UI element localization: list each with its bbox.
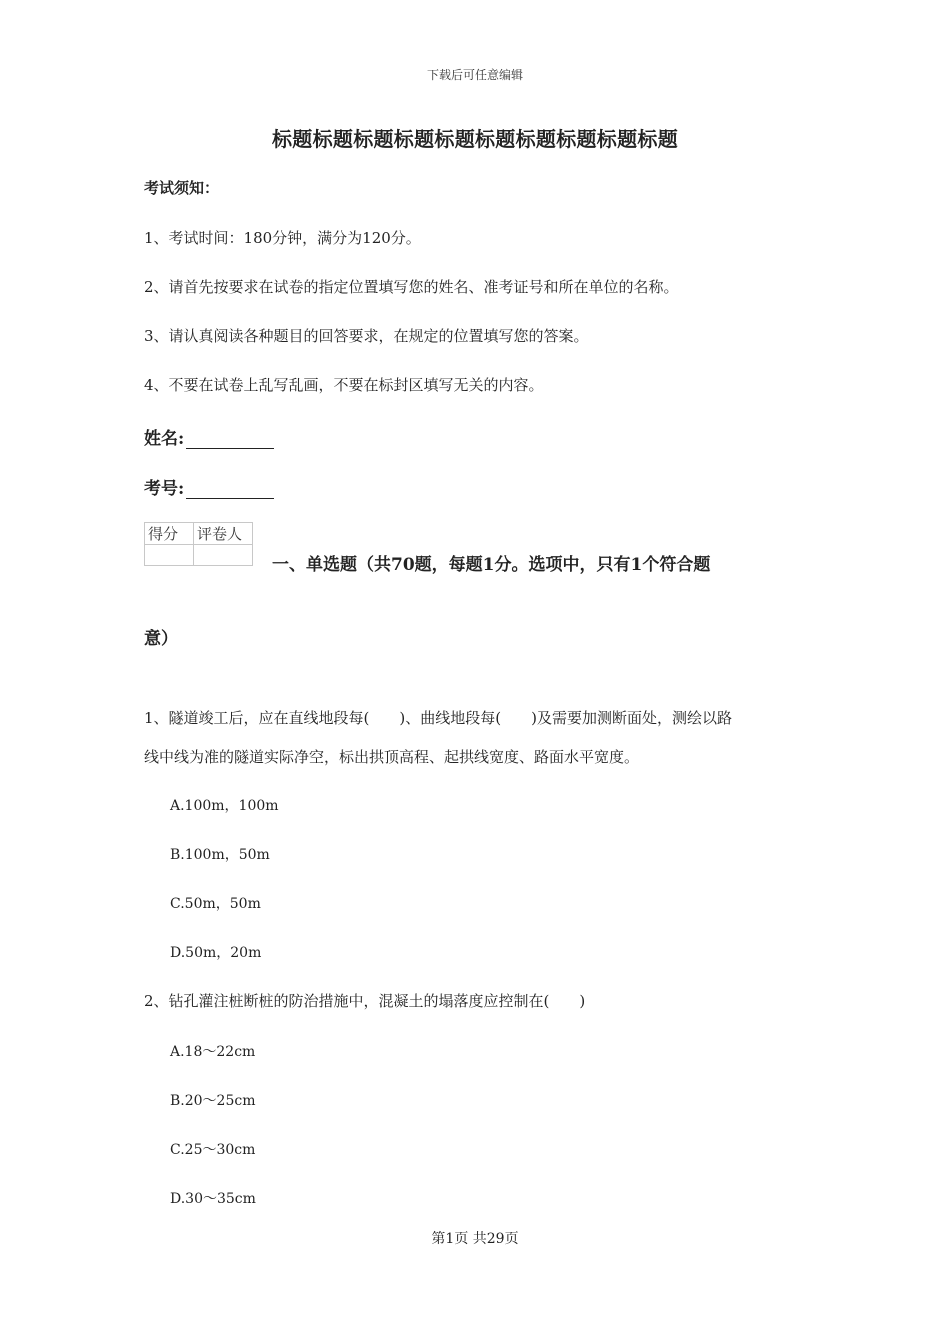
score-header: 得分 (145, 523, 194, 545)
name-blank (186, 430, 274, 449)
exam-id-blank (186, 480, 274, 499)
option-a: A.18～22cm (170, 1044, 256, 1060)
notice-item: 1、考试时间：180分钟，满分为120分。 (144, 229, 421, 247)
score-cell (145, 545, 194, 566)
option-d: D.50m，20m (170, 945, 262, 961)
option-b: B.100m，50m (170, 847, 270, 863)
option-b: B.20～25cm (170, 1093, 256, 1109)
document-title: 标题标题标题标题标题标题标题标题标题标题 (272, 127, 678, 151)
notice-item: 4、不要在试卷上乱写乱画，不要在标封区填写无关的内容。 (144, 376, 544, 394)
name-field (144, 424, 274, 449)
score-table (144, 522, 253, 566)
notice-heading: 考试须知： (144, 179, 220, 197)
option-c: C.50m，50m (170, 896, 261, 912)
notice-item: 3、请认真阅读各种题目的回答要求，在规定的位置填写您的答案。 (144, 327, 589, 345)
notice-item: 2、请首先按要求在试卷的指定位置填写您的姓名、准考证号和所在单位的名称。 (144, 278, 679, 296)
option-d: D.30～35cm (170, 1191, 256, 1207)
grader-cell (194, 545, 253, 566)
grader-header: 评卷人 (194, 523, 253, 545)
section-title: 一、单选题（共70题，每题1分。选项中，只有1个符合题 (272, 555, 711, 575)
header-note: 下载后可任意编辑 (426, 68, 523, 82)
page-footer: 第1页 共29页 (431, 1231, 519, 1247)
exam-id-field (144, 474, 274, 499)
question-text: 2、钻孔灌注桩断桩的防治措施中，混凝土的塌落度应控制在( ) (144, 992, 586, 1010)
option-c: C.25～30cm (170, 1142, 256, 1158)
exam-id-label: 考号: (144, 479, 185, 499)
question-text: 线中线为准的隧道实际净空，标出拱顶高程、起拱线宽度、路面水平宽度。 (144, 748, 640, 766)
question-text: 1、隧道竣工后，应在直线地段每( )、曲线地段每( )及需要加测断面处，测绘以路 (144, 709, 732, 727)
option-a: A.100m，100m (170, 798, 279, 814)
name-label: 姓名: (144, 429, 185, 449)
section-title-continued: 意） (144, 629, 178, 649)
